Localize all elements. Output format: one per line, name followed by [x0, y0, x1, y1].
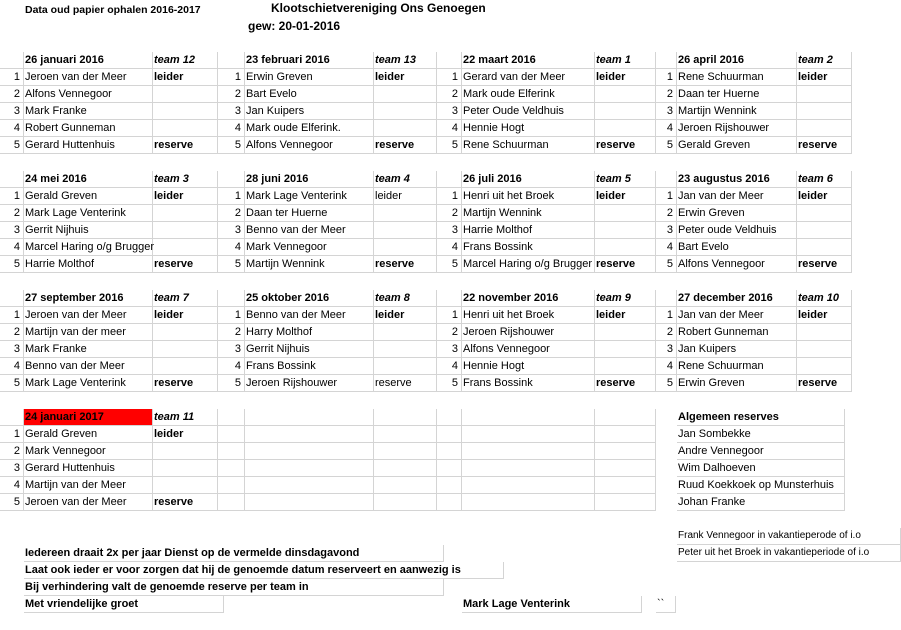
member-role: [153, 477, 218, 494]
member-name: Robert Gunneman: [24, 120, 153, 137]
member-role: [153, 443, 218, 460]
blank-cell: [437, 52, 462, 69]
row-number: 2: [218, 86, 245, 103]
row-number: 1: [656, 307, 677, 324]
row-number: 5: [656, 375, 677, 392]
member-role: [153, 358, 218, 375]
blank-cell: [218, 52, 245, 69]
row-number: 4: [218, 358, 245, 375]
blank-cell: [0, 52, 24, 69]
team-label: team 3: [153, 171, 218, 188]
member-role: leider: [374, 307, 437, 324]
member-name: Martijn Wennink: [462, 205, 595, 222]
member-name: Rene Schuurman: [677, 69, 797, 86]
team-label: team 4: [374, 171, 437, 188]
member-name: Hennie Hogt: [462, 120, 595, 137]
member-role: reserve: [595, 375, 656, 392]
row-number: 1: [437, 188, 462, 205]
row-number: 1: [656, 188, 677, 205]
member-role: reserve: [153, 137, 218, 154]
blank-cell: [218, 290, 245, 307]
empty-cell: [374, 460, 437, 477]
member-role: [374, 103, 437, 120]
member-role: [797, 239, 852, 256]
member-name: Gerard van der Meer: [462, 69, 595, 86]
row-number: 3: [218, 341, 245, 358]
member-role: [797, 324, 852, 341]
member-role: leider: [153, 426, 218, 443]
member-role: reserve: [797, 375, 852, 392]
member-role: [595, 86, 656, 103]
member-role: reserve: [374, 375, 437, 392]
member-role: leider: [595, 307, 656, 324]
member-role: [595, 205, 656, 222]
member-name: Henri uit het Broek: [462, 307, 595, 324]
member-name: Frans Bossink: [462, 239, 595, 256]
row-number: 1: [218, 307, 245, 324]
member-name: Mark oude Elferink.: [245, 120, 374, 137]
team-label: team 1: [595, 52, 656, 69]
empty-cell: [245, 460, 374, 477]
reserve-name: Ruud Koekkoek op Munsterhuis: [677, 477, 845, 494]
member-name: Martijn Wennink: [677, 103, 797, 120]
row-number: 3: [0, 103, 24, 120]
member-name: Marcel Haring o/g Brugger: [462, 256, 595, 273]
member-name: Jan Kuipers: [677, 341, 797, 358]
row-number: 4: [0, 358, 24, 375]
club-name: Klootschietvereniging Ons Genoegen: [271, 1, 486, 15]
team-label: team 10: [797, 290, 852, 307]
row-number: 2: [0, 443, 24, 460]
row-number: 3: [0, 341, 24, 358]
block-date: 26 januari 2016: [24, 52, 153, 69]
member-role: [374, 324, 437, 341]
empty-cell: [437, 443, 462, 460]
member-role: [595, 222, 656, 239]
row-number: 2: [218, 205, 245, 222]
row-number: 2: [0, 324, 24, 341]
empty-cell: [218, 426, 245, 443]
footer-line: Laat ook ieder er voor zorgen dat hij de genoemde datum reserveert en aanwezig is: [24, 562, 504, 579]
member-name: Robert Gunneman: [677, 324, 797, 341]
member-role: [595, 239, 656, 256]
member-role: [153, 324, 218, 341]
member-name: Hennie Hogt: [462, 358, 595, 375]
empty-cell: [437, 426, 462, 443]
empty-cell: [437, 460, 462, 477]
member-role: [153, 222, 218, 239]
row-number: 4: [0, 120, 24, 137]
member-name: Henri uit het Broek: [462, 188, 595, 205]
row-number: 4: [218, 120, 245, 137]
row-number: 5: [656, 137, 677, 154]
member-name: Alfons Vennegoor: [462, 341, 595, 358]
member-role: reserve: [797, 256, 852, 273]
block-date: 25 oktober 2016: [245, 290, 374, 307]
member-name: Bart Evelo: [677, 239, 797, 256]
member-role: [374, 222, 437, 239]
reserve-name: Johan Franke: [677, 494, 845, 511]
reserve-note: Peter uit het Broek in vakantieperiode of i.o: [677, 545, 901, 562]
member-role: reserve: [595, 137, 656, 154]
reserve-name: Andre Vennegoor: [677, 443, 845, 460]
member-role: reserve: [797, 137, 852, 154]
row-number: 5: [0, 494, 24, 511]
row-number: 2: [656, 205, 677, 222]
row-number: 1: [437, 69, 462, 86]
member-name: Mark Franke: [24, 341, 153, 358]
member-role: [153, 120, 218, 137]
member-name: Frans Bossink: [462, 375, 595, 392]
row-number: 2: [0, 86, 24, 103]
reserve-name: Wim Dalhoeven: [677, 460, 845, 477]
row-number: 1: [0, 69, 24, 86]
member-name: Jeroen Rijshouwer: [462, 324, 595, 341]
member-name: Alfons Vennegoor: [677, 256, 797, 273]
team-label: team 12: [153, 52, 218, 69]
member-role: [374, 341, 437, 358]
member-name: Harry Molthof: [245, 324, 374, 341]
empty-cell: [374, 494, 437, 511]
member-name: Benno van der Meer: [245, 222, 374, 239]
member-name: Jan van der Meer: [677, 307, 797, 324]
empty-cell: [437, 494, 462, 511]
member-name: Gerard Huttenhuis: [24, 460, 153, 477]
row-number: 5: [437, 256, 462, 273]
member-name: Mark Franke: [24, 103, 153, 120]
member-name: Mark Lage Venterink: [24, 375, 153, 392]
member-role: [797, 205, 852, 222]
member-name: Jeroen Rijshouwer: [677, 120, 797, 137]
footer-signature: Mark Lage Venterink: [462, 596, 642, 613]
row-number: 3: [656, 341, 677, 358]
row-number: 4: [218, 239, 245, 256]
member-name: Bart Evelo: [245, 86, 374, 103]
member-role: [797, 358, 852, 375]
member-name: Jeroen Rijshouwer: [245, 375, 374, 392]
team-label: team 5: [595, 171, 656, 188]
member-role: [374, 86, 437, 103]
member-name: Peter Oude Veldhuis: [462, 103, 595, 120]
member-name: Rene Schuurman: [677, 358, 797, 375]
block-date: 22 november 2016: [462, 290, 595, 307]
row-number: 2: [437, 324, 462, 341]
empty-cell: [245, 494, 374, 511]
row-number: 5: [218, 256, 245, 273]
blank-cell: [0, 290, 24, 307]
weight-label: gew: 20-01-2016: [248, 19, 341, 33]
empty-cell: [462, 409, 595, 426]
team-label: team 8: [374, 290, 437, 307]
member-role: leider: [595, 69, 656, 86]
member-name: Mark Lage Venterink: [245, 188, 374, 205]
member-name: Alfons Vennegoor: [24, 86, 153, 103]
footer-greeting: Met vriendelijke groet: [24, 596, 224, 613]
member-name: Harrie Molthof: [24, 256, 153, 273]
member-name: Martijn van der meer: [24, 324, 153, 341]
member-role: [595, 120, 656, 137]
member-name: Marcel Haring o/g Brugger: [24, 239, 153, 256]
empty-cell: [218, 477, 245, 494]
row-number: 4: [656, 358, 677, 375]
row-number: 3: [0, 460, 24, 477]
row-number: 3: [218, 103, 245, 120]
block-date: 28 juni 2016: [245, 171, 374, 188]
member-name: Harrie Molthof: [462, 222, 595, 239]
blank-cell: [437, 171, 462, 188]
member-name: Gerrit Nijhuis: [245, 341, 374, 358]
row-number: 2: [656, 324, 677, 341]
empty-cell: [462, 460, 595, 477]
reserves-title: Algemeen reserves: [677, 409, 845, 426]
member-role: [374, 120, 437, 137]
empty-cell: [245, 477, 374, 494]
member-role: leider: [797, 307, 852, 324]
member-name: Mark Vennegoor: [24, 443, 153, 460]
member-name: Erwin Greven: [677, 205, 797, 222]
member-name: Erwin Greven: [677, 375, 797, 392]
member-role: reserve: [595, 256, 656, 273]
footer-line: Iedereen draait 2x per jaar Dienst op de vermelde dinsdagavond: [24, 545, 444, 562]
empty-cell: [462, 443, 595, 460]
row-number: 4: [437, 239, 462, 256]
row-number: 1: [0, 188, 24, 205]
member-name: Jeroen van der Meer: [24, 307, 153, 324]
block-date: 24 mei 2016: [24, 171, 153, 188]
blank-cell: [656, 171, 677, 188]
member-name: Daan ter Huerne: [677, 86, 797, 103]
blank-cell: [0, 409, 24, 426]
member-name: Gerald Greven: [24, 188, 153, 205]
blank-cell: [218, 171, 245, 188]
row-number: 3: [437, 103, 462, 120]
member-name: Rene Schuurman: [462, 137, 595, 154]
member-name: Frans Bossink: [245, 358, 374, 375]
member-name: Jeroen van der Meer: [24, 69, 153, 86]
member-role: leider: [595, 188, 656, 205]
empty-cell: [245, 409, 374, 426]
row-number: 1: [218, 69, 245, 86]
row-number: 3: [437, 222, 462, 239]
member-role: [797, 103, 852, 120]
row-number: 2: [0, 205, 24, 222]
team-label: team 6: [797, 171, 852, 188]
footer-line: Bij verhindering valt de genoemde reserve per team in: [24, 579, 444, 596]
empty-cell: [218, 409, 245, 426]
member-role: reserve: [153, 375, 218, 392]
member-role: reserve: [374, 137, 437, 154]
member-role: leider: [797, 188, 852, 205]
row-number: 5: [0, 137, 24, 154]
row-number: 3: [437, 341, 462, 358]
member-role: [153, 205, 218, 222]
member-name: Benno van der Meer: [24, 358, 153, 375]
member-role: [153, 341, 218, 358]
row-number: 4: [437, 120, 462, 137]
member-role: leider: [797, 69, 852, 86]
row-number: 4: [0, 477, 24, 494]
empty-cell: [374, 426, 437, 443]
member-role: leider: [153, 69, 218, 86]
empty-cell: [374, 443, 437, 460]
member-name: Jan van der Meer: [677, 188, 797, 205]
member-name: Martijn Wennink: [245, 256, 374, 273]
tick-mark: ``: [656, 596, 676, 613]
row-number: 1: [656, 69, 677, 86]
team-label: team 7: [153, 290, 218, 307]
row-number: 2: [656, 86, 677, 103]
block-date: 27 december 2016: [677, 290, 797, 307]
empty-cell: [218, 494, 245, 511]
block-date: 24 januari 2017: [24, 409, 153, 426]
member-name: Jan Kuipers: [245, 103, 374, 120]
member-role: [153, 103, 218, 120]
member-name: Alfons Vennegoor: [245, 137, 374, 154]
row-number: 3: [218, 222, 245, 239]
row-number: 5: [0, 256, 24, 273]
member-role: reserve: [153, 494, 218, 511]
member-role: [595, 341, 656, 358]
member-role: leider: [153, 188, 218, 205]
blank-cell: [0, 171, 24, 188]
member-name: Mark Lage Venterink: [24, 205, 153, 222]
row-number: 4: [0, 239, 24, 256]
block-date: 26 april 2016: [677, 52, 797, 69]
row-number: 5: [656, 256, 677, 273]
member-role: [797, 341, 852, 358]
empty-cell: [218, 460, 245, 477]
team-label: team 11: [153, 409, 218, 426]
member-role: [153, 239, 218, 256]
empty-cell: [374, 409, 437, 426]
empty-cell: [245, 426, 374, 443]
reserve-name: Jan Sombekke: [677, 426, 845, 443]
member-name: Mark oude Elferink: [462, 86, 595, 103]
empty-cell: [245, 443, 374, 460]
member-role: [797, 86, 852, 103]
blank-cell: [656, 290, 677, 307]
empty-cell: [595, 409, 656, 426]
row-number: 1: [437, 307, 462, 324]
empty-cell: [374, 477, 437, 494]
row-number: 3: [0, 222, 24, 239]
block-date: 23 augustus 2016: [677, 171, 797, 188]
reserve-note: Frank Vennegoor in vakantieperode of i.o: [677, 528, 901, 545]
blank-cell: [437, 290, 462, 307]
member-role: [374, 358, 437, 375]
empty-cell: [218, 443, 245, 460]
member-name: Jeroen van der Meer: [24, 494, 153, 511]
empty-cell: [595, 494, 656, 511]
member-role: [153, 86, 218, 103]
block-date: 26 juli 2016: [462, 171, 595, 188]
member-name: Gerald Greven: [24, 426, 153, 443]
member-role: [595, 103, 656, 120]
member-role: [797, 120, 852, 137]
team-label: team 13: [374, 52, 437, 69]
team-label: team 9: [595, 290, 656, 307]
row-number: 2: [437, 205, 462, 222]
sheet-title: Data oud papier ophalen 2016-2017: [25, 4, 201, 16]
member-role: [374, 205, 437, 222]
row-number: 4: [437, 358, 462, 375]
empty-cell: [437, 477, 462, 494]
member-name: Peter oude Veldhuis: [677, 222, 797, 239]
member-name: Mark Vennegoor: [245, 239, 374, 256]
member-name: Gerald Greven: [677, 137, 797, 154]
empty-cell: [437, 409, 462, 426]
block-date: 27 september 2016: [24, 290, 153, 307]
row-number: 2: [218, 324, 245, 341]
empty-cell: [595, 443, 656, 460]
empty-cell: [462, 494, 595, 511]
member-name: Gerard Huttenhuis: [24, 137, 153, 154]
member-name: Daan ter Huerne: [245, 205, 374, 222]
row-number: 5: [437, 137, 462, 154]
empty-cell: [595, 460, 656, 477]
blank-cell: [656, 52, 677, 69]
row-number: 4: [656, 120, 677, 137]
block-date: 22 maart 2016: [462, 52, 595, 69]
block-date: 23 februari 2016: [245, 52, 374, 69]
member-role: [374, 239, 437, 256]
row-number: 2: [437, 86, 462, 103]
row-number: 1: [218, 188, 245, 205]
member-role: reserve: [153, 256, 218, 273]
empty-cell: [462, 477, 595, 494]
member-role: [595, 358, 656, 375]
member-name: Benno van der Meer: [245, 307, 374, 324]
empty-cell: [462, 426, 595, 443]
member-role: [797, 222, 852, 239]
row-number: 5: [0, 375, 24, 392]
member-role: [595, 324, 656, 341]
member-role: leider: [374, 188, 437, 205]
empty-cell: [595, 426, 656, 443]
empty-cell: [595, 477, 656, 494]
member-role: reserve: [374, 256, 437, 273]
row-number: 3: [656, 103, 677, 120]
team-label: team 2: [797, 52, 852, 69]
row-number: 3: [656, 222, 677, 239]
member-name: Erwin Greven: [245, 69, 374, 86]
member-role: [153, 460, 218, 477]
member-role: leider: [374, 69, 437, 86]
row-number: 5: [218, 137, 245, 154]
row-number: 4: [656, 239, 677, 256]
member-name: Gerrit Nijhuis: [24, 222, 153, 239]
row-number: 5: [437, 375, 462, 392]
row-number: 1: [0, 426, 24, 443]
row-number: 5: [218, 375, 245, 392]
member-name: Martijn van der Meer: [24, 477, 153, 494]
row-number: 1: [0, 307, 24, 324]
member-role: leider: [153, 307, 218, 324]
